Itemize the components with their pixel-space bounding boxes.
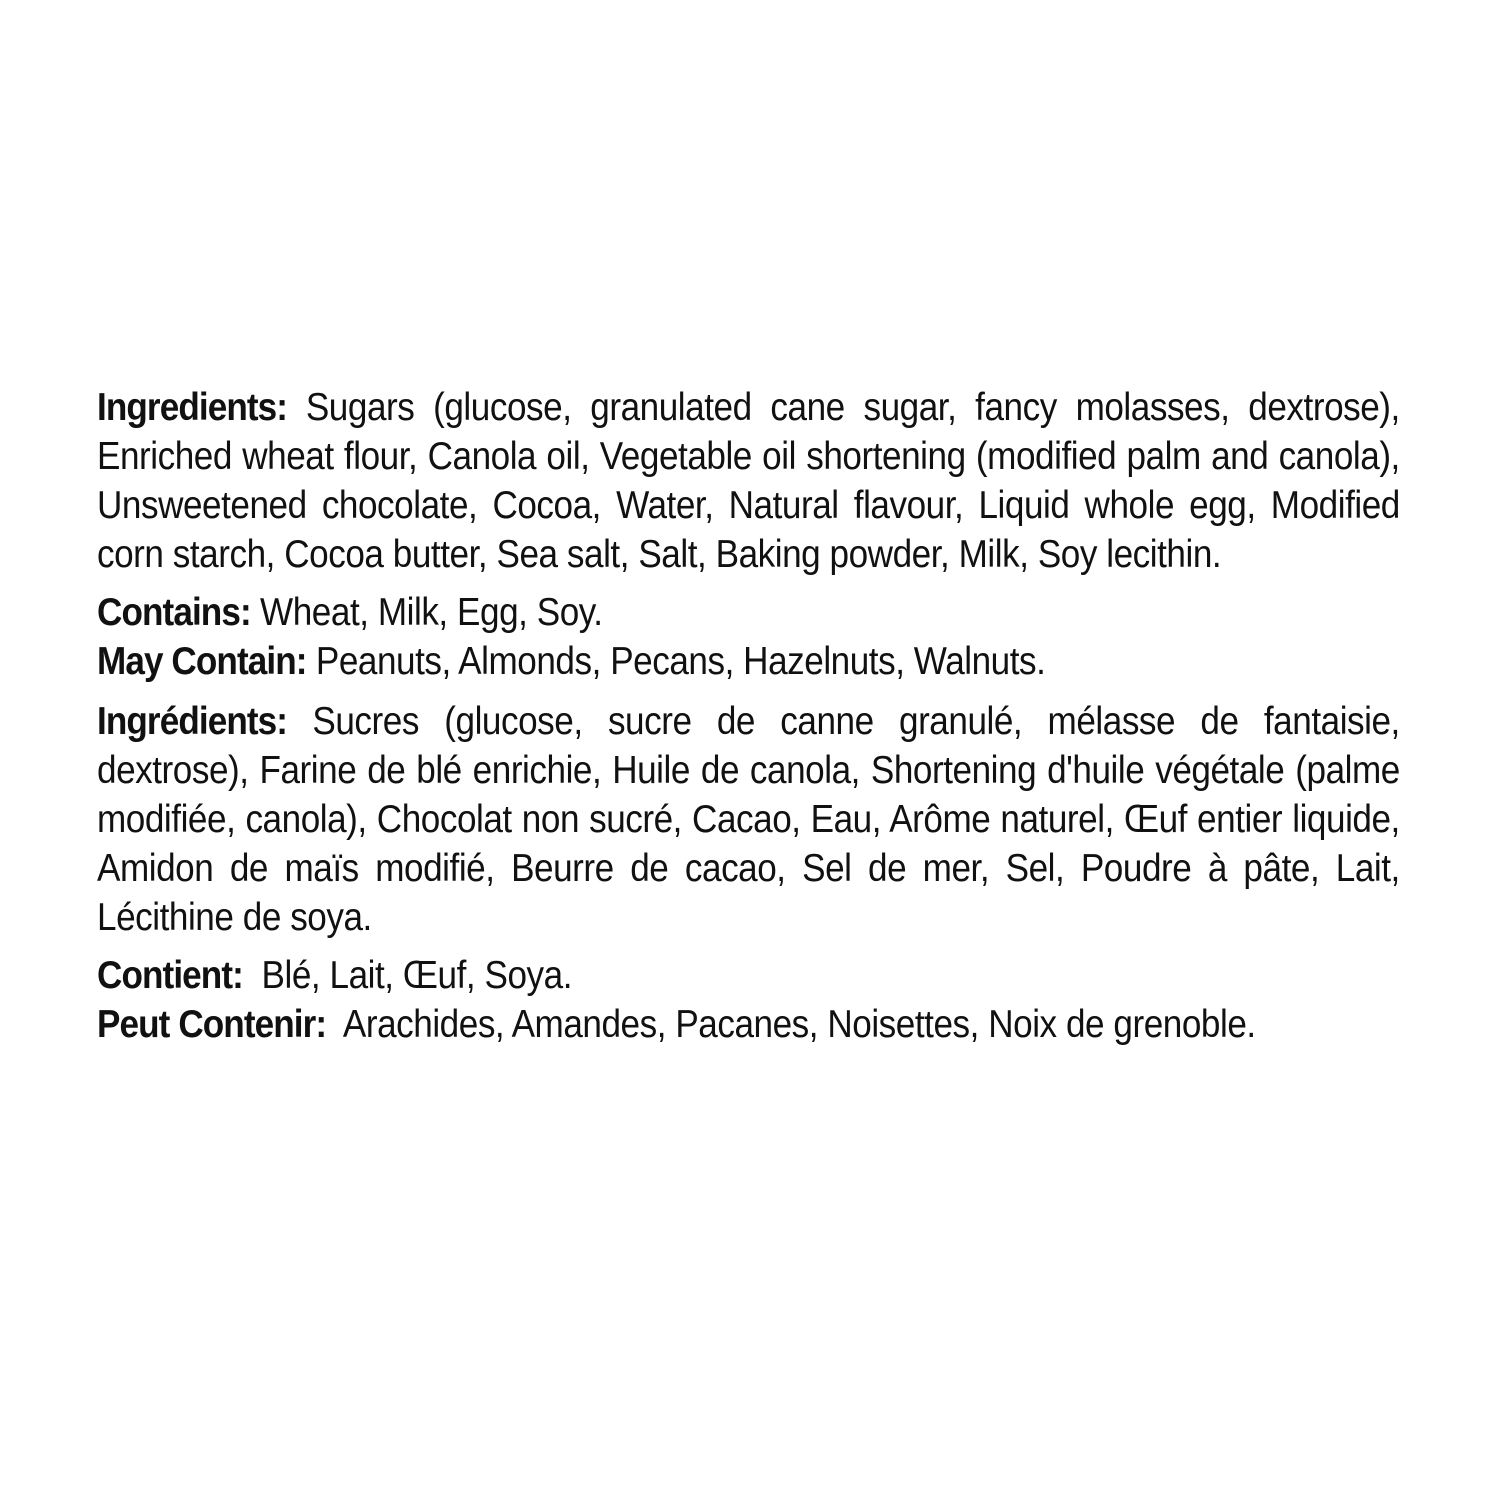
french-may-contain-line [97, 1000, 1270, 1049]
french-contains-text: Blé, Lait, Œuf, Soya. [261, 954, 573, 997]
french-contains-label: Contient: [97, 954, 243, 997]
english-may-contain-line [97, 637, 1270, 686]
french-may-contain-text: Arachides, Amandes, Pacanes, Noisettes, Noix de grenoble. [342, 1003, 1256, 1046]
english-ingredients-label: Ingredients: [97, 386, 288, 429]
french-ingredients-paragraph [97, 697, 1400, 942]
ingredients-label-panel [97, 383, 1400, 1049]
english-contains-line [97, 588, 1270, 637]
french-ingredients-text: Sucres (glucose, sucre de canne granulé, mélasse de fantaisie, dextrose), Farine de blé enrichie, Huile de canola, Shortening d'huile végétale (palme modifiée, canola), Chocolat non sucré, Cacao, Eau, Arôme naturel, Œuf entier liquide, Amidon de maïs modifié, Beurre de cacao, Sel de mer, Sel, Poudre à pâte, Lait, Lécithine de soya. [97, 700, 1400, 939]
english-contains-label: Contains: [97, 591, 251, 634]
french-may-contain-label: Peut Contenir: [97, 1003, 327, 1046]
french-contains-line [97, 951, 1270, 1000]
english-contains-text: Wheat, Milk, Egg, Soy. [260, 591, 603, 634]
english-ingredients-text: Sugars (glucose, granulated cane sugar, fancy molasses, dextrose), Enriched wheat flour, Canola oil, Vegetable oil shortening (modified palm and canola), Unsweetened chocolate, Cocoa, Water, Natural flavour, Liquid whole egg, Modified corn starch, Cocoa butter, Sea salt, Salt, Baking powder, Milk, Soy lecithin. [97, 386, 1400, 576]
english-may-contain-text: Peanuts, Almonds, Pecans, Hazelnuts, Walnuts. [315, 640, 1046, 683]
french-ingredients-label: Ingrédients: [97, 700, 288, 743]
english-may-contain-label: May Contain: [97, 640, 307, 683]
english-ingredients-paragraph [97, 383, 1400, 579]
